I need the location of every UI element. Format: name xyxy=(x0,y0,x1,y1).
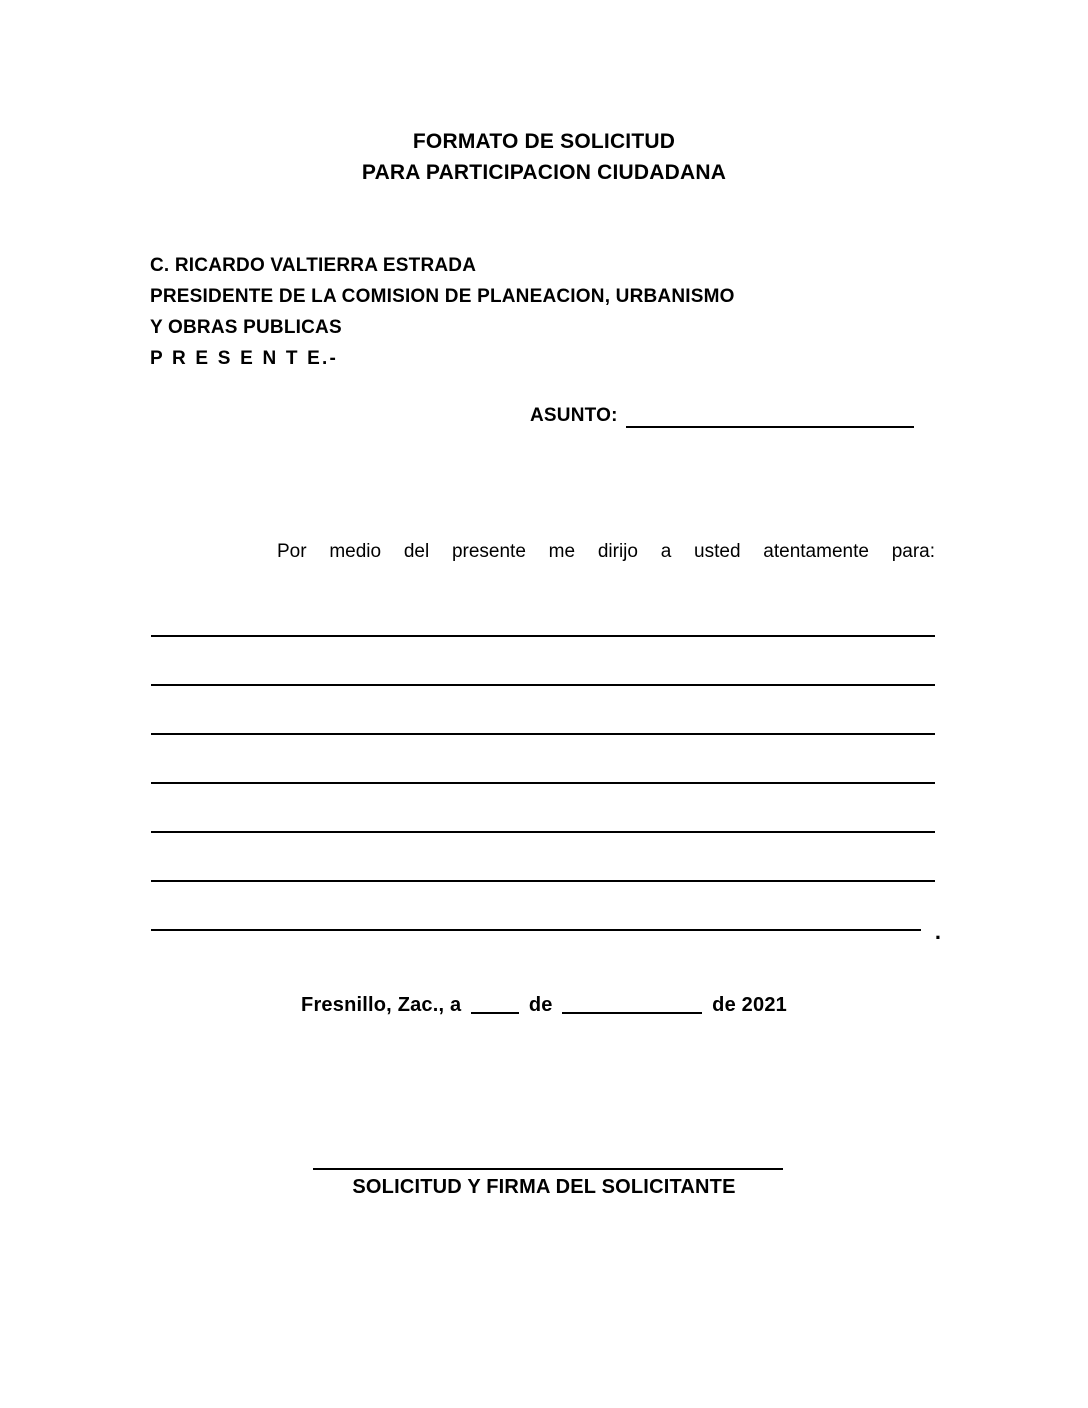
blank-write-line[interactable] xyxy=(151,637,935,686)
blank-write-line[interactable] xyxy=(151,784,935,833)
date-suffix: de 2021 xyxy=(712,994,787,1016)
blank-write-line[interactable] xyxy=(151,833,935,882)
date-middle: de xyxy=(528,994,553,1016)
date-line xyxy=(0,994,1088,1017)
addressee-position-line-1: PRESIDENTE DE LA COMISION DE PLANEACION, URBANISMO xyxy=(150,286,735,307)
subject-row xyxy=(530,404,914,428)
subject-input[interactable] xyxy=(626,404,914,428)
date-month-input[interactable] xyxy=(562,1012,702,1014)
blank-write-line[interactable] xyxy=(151,882,941,944)
signature-label: SOLICITUD Y FIRMA DEL SOLICITANTE xyxy=(352,1176,736,1198)
date-day-input[interactable] xyxy=(471,1012,519,1014)
body-intro-text: Por medio del presente me dirijo a usted atentamente para: xyxy=(277,541,935,562)
addressee-position-line-2: Y OBRAS PUBLICAS xyxy=(150,317,342,338)
addressee-name: C. RICARDO VALTIERRA ESTRADA xyxy=(150,255,477,276)
title-line-2: PARA PARTICIPACION CIUDADANA xyxy=(361,161,727,184)
addressee-block xyxy=(150,250,950,374)
final-period: . xyxy=(934,919,941,944)
blank-write-line[interactable] xyxy=(151,735,935,784)
signature-input[interactable] xyxy=(313,1168,783,1170)
title-line-1: FORMATO DE SOLICITUD xyxy=(412,130,676,153)
document-title-block xyxy=(0,126,1088,188)
addressee-presente: P R E S E N T E.- xyxy=(150,348,339,369)
date-prefix: Fresnillo, Zac., a xyxy=(301,994,462,1016)
subject-label: ASUNTO: xyxy=(530,405,618,426)
blank-write-line[interactable] xyxy=(151,686,935,735)
blank-write-line[interactable] xyxy=(151,588,935,637)
body-blank-lines xyxy=(151,588,941,944)
